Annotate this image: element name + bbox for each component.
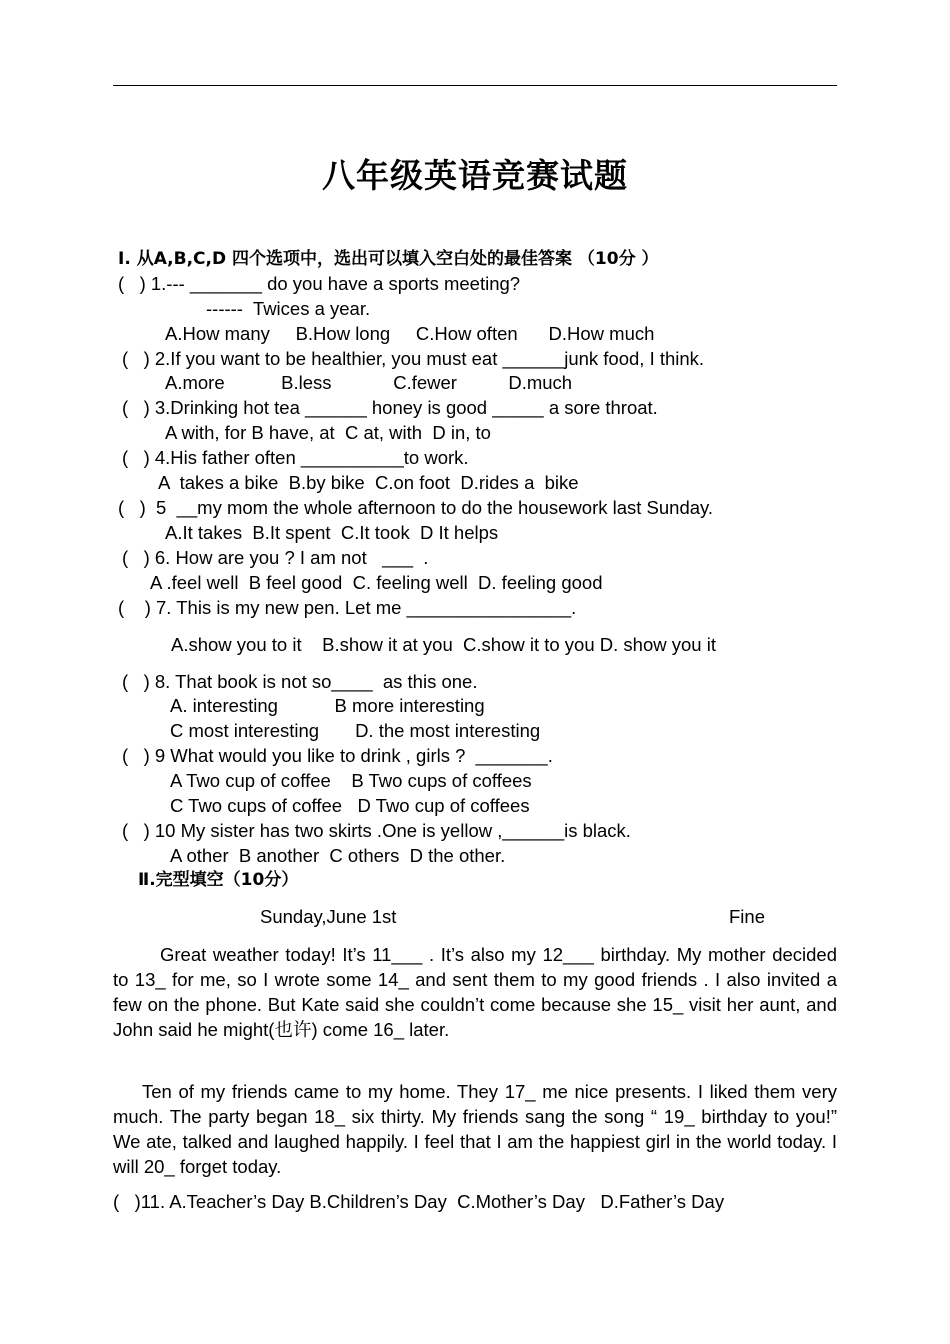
question-5-options: A.It takes B.It spent C.It took D It helps: [165, 522, 499, 543]
question-6: ( ) 6. How are you ? I am not ___ .: [122, 547, 429, 568]
question-8: ( ) 8. That book is not so____ as this one.: [122, 671, 478, 692]
question-11: ( )11. A.Teacher’s Day B.Children’s Day C.Mother’s Day D.Father’s Day: [113, 1191, 725, 1212]
question-1-response: ------ Twices a year.: [206, 298, 371, 319]
question-10-options: A other B another C others D the other.: [170, 845, 506, 866]
question-9-options-ab: A Two cup of coffee B Two cups of coffees: [170, 770, 532, 791]
question-9-options-cd: C Two cups of coffee D Two cup of coffees: [170, 795, 530, 816]
question-5: ( ) 5 __my mom the whole afternoon to do the housework last Sunday.: [118, 497, 714, 518]
header-rule: [113, 85, 837, 86]
diary-weather: Fine: [729, 906, 765, 927]
question-4-options: A takes a bike B.by bike C.on foot D.rides a bike: [158, 472, 579, 493]
question-6-options: A .feel well B feel good C. feeling well D. feeling good: [150, 572, 603, 593]
section2-heading: Ⅱ.完型填空（10分）: [138, 870, 299, 890]
question-8-options-cd: C most interesting D. the most interesting: [170, 720, 541, 741]
question-3-options: A with, for B have, at C at, with D in, to: [165, 422, 491, 443]
question-4: ( ) 4.His father often __________to work.: [122, 447, 469, 468]
diary-date: Sunday,June 1st: [260, 906, 397, 927]
question-3: ( ) 3.Drinking hot tea ______ honey is good _____ a sore throat.: [122, 397, 658, 418]
question-7-options: A.show you to it B.show it at you C.show it to you D. show you it: [171, 634, 716, 655]
question-8-options-ab: A. interesting B more interesting: [170, 695, 485, 716]
question-9: ( ) 9 What would you like to drink , girls ? _______.: [122, 745, 553, 766]
section1-heading: Ⅰ. 从A,B,C,D 四个选项中，选出可以填入空白处的最佳答案 （10分 ）: [118, 249, 659, 269]
cloze-paragraph-2: Ten of my friends came to my home. They 17_ me nice presents. I liked them very much. The party began 18_ six thirty. My friends sang the song “ 19_ birthday to you!” We ate, talked and laughed happily. I feel that I am the happiest girl in the world today. I will 20_ forget today.: [113, 1081, 837, 1177]
question-2-options: A.more B.less C.fewer D.much: [165, 372, 573, 393]
question-2: ( ) 2.If you want to be healthier, you must eat ______junk food, I think.: [122, 348, 705, 369]
question-10: ( ) 10 My sister has two skirts .One is yellow ,______is black.: [122, 820, 631, 841]
question-7: ( ) 7. This is my new pen. Let me ________________.: [118, 597, 577, 618]
question-1-options: A.How many B.How long C.How often D.How much: [165, 323, 655, 344]
page-title: 八年级英语竞赛试题: [322, 156, 628, 195]
cloze-paragraph-1: Great weather today! It’s 11___ . It’s also my 12___ birthday. My mother decided to 13_ for me, so I wrote some 14_ and sent them to my good friends . I also invited a few on the phone. But Kate said she couldn’t come because she 15_ visit her aunt, and John said he might(也许) come 16_ later.: [113, 944, 837, 1040]
question-1: ( ) 1.--- _______ do you have a sports meeting?: [118, 273, 521, 294]
